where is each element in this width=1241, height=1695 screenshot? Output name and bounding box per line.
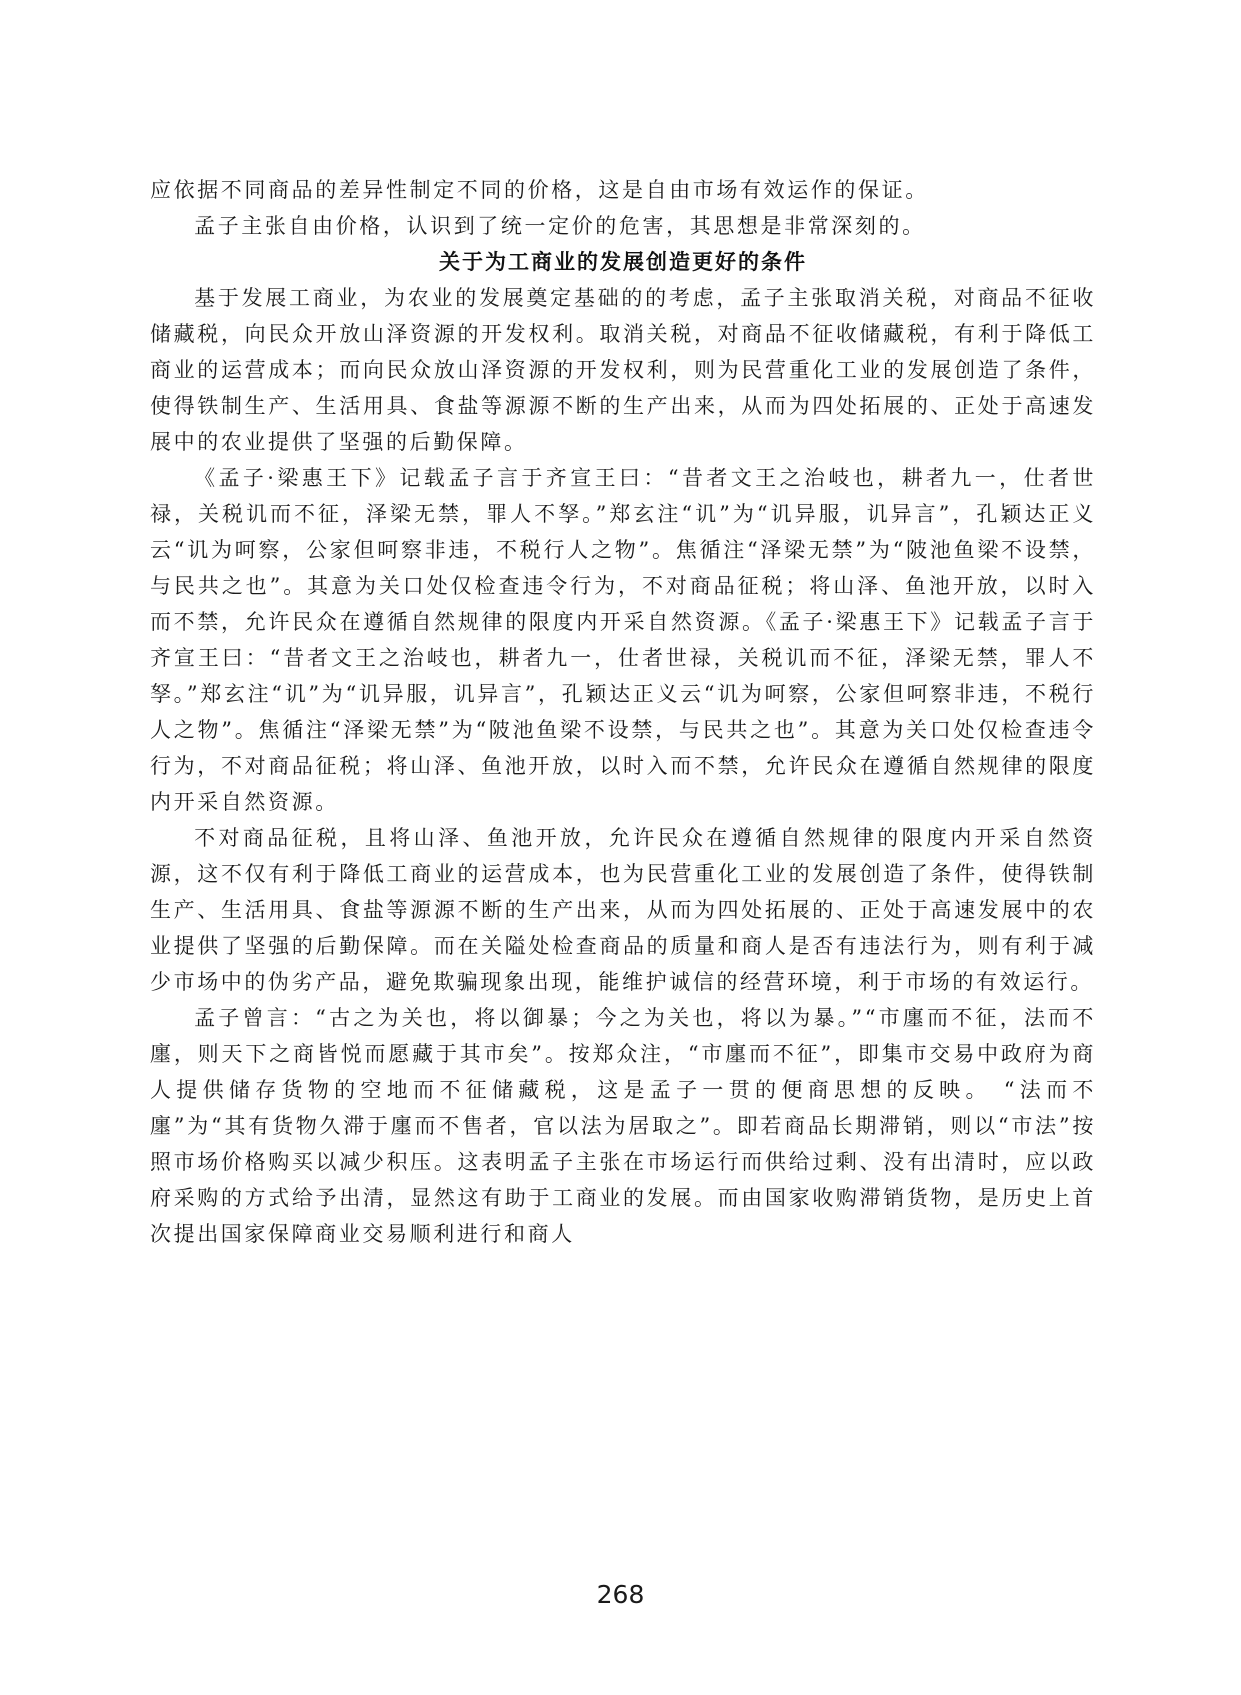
body-text [150, 172, 1096, 1252]
paragraph-continuation: 应依据不同商品的差异性制定不同的价格，这是自由市场有效运作的保证。 [150, 178, 929, 202]
page-number: 268 [596, 1580, 645, 1609]
paragraph-tax-benefits: 不对商品征税，且将山泽、鱼池开放，允许民众在遵循自然规律的限度内开采自然资源，这不仅有利于降低工商业的运营成本，也为民营重化工业的发展创造了条件，使得铁制生产、生活用具、食盐等源源不断的生产出来，从而为四处拓展的、正处于高速发展中的农业提供了坚强的后勤保障。而在关隘处检查商品的质量和商人是否有违法行为，则有利于减少市场中的伪劣产品，避免欺骗现象出现，能维护诚信的经营环境，利于市场的有效运行。 [150, 826, 1096, 994]
paragraph-mencius-quote: 《孟子·梁惠王下》记载孟子言于齐宣王曰：“昔者文王之治岐也，耕者九一，仕者世禄，关税讥而不征，泽梁无禁，罪人不孥。”郑玄注“讥”为“讥异服，讥异言”，孔颖达正义云“讥为呵察，公家但呵察非违，不税行人之物”。焦循注“泽梁无禁”为“陂池鱼梁不设禁，与民共之也”。其意为关口处仅检查违令行为，不对商品征税；将山泽、鱼池开放，以时入而不禁，允许民众在遵循自然规律的限度内开采自然资源。《孟子·梁惠王下》记载孟子言于齐宣王曰：“昔者文王之治岐也，耕者九一，仕者世禄，关税讥而不征，泽梁无禁，罪人不孥。”郑玄注“讥”为“讥异服，讥异言”，孔颖达正义云“讥为呵察，公家但呵察非违，不税行人之物”。焦循注“泽梁无禁”为“陂池鱼梁不设禁，与民共之也”。其意为关口处仅检查违令行为，不对商品征税；将山泽、鱼池开放，以时入而不禁，允许民众在遵循自然规律的限度内开采自然资源。 [150, 466, 1096, 814]
section-heading: 关于为工商业的发展创造更好的条件 [439, 250, 807, 274]
paragraph-conclusion: 孟子主张自由价格，认识到了统一定价的危害，其思想是非常深刻的。 [194, 214, 926, 238]
paragraph-market-policy: 孟子曾言：“古之为关也，将以御暴；今之为关也，将以为暴。”“市廛而不征，法而不廛，则天下之商皆悦而愿藏于其市矣”。按郑众注，“市廛而不征”，即集市交易中政府为商人提供储存货物的空地而不征储藏税，这是孟子一贯的便商思想的反映。 “法而不廛”为“其有货物久滞于廛而不售者，官以法为居取之”。即若商品长期滞销，则以“市法”按照市场价格购买以减少积压。这表明孟子主张在市场运行而供给过剩、没有出清时，应以政府采购的方式给予出清，显然这有助于工商业的发展。而由国家收购滞销货物，是历史上首次提出国家保障商业交易顺利进行和商人 [150, 1006, 1096, 1246]
paragraph-tax-policy: 基于发展工商业，为农业的发展奠定基础的的考虑，孟子主张取消关税，对商品不征收储藏税，向民众开放山泽资源的开发权利。取消关税，对商品不征收储藏税，有利于降低工商业的运营成本；而向民众放山泽资源的开发权利，则为民营重化工业的发展创造了条件，使得铁制生产、生活用具、食盐等源源不断的生产出来，从而为四处拓展的、正处于高速发展中的农业提供了坚强的后勤保障。 [150, 286, 1096, 454]
